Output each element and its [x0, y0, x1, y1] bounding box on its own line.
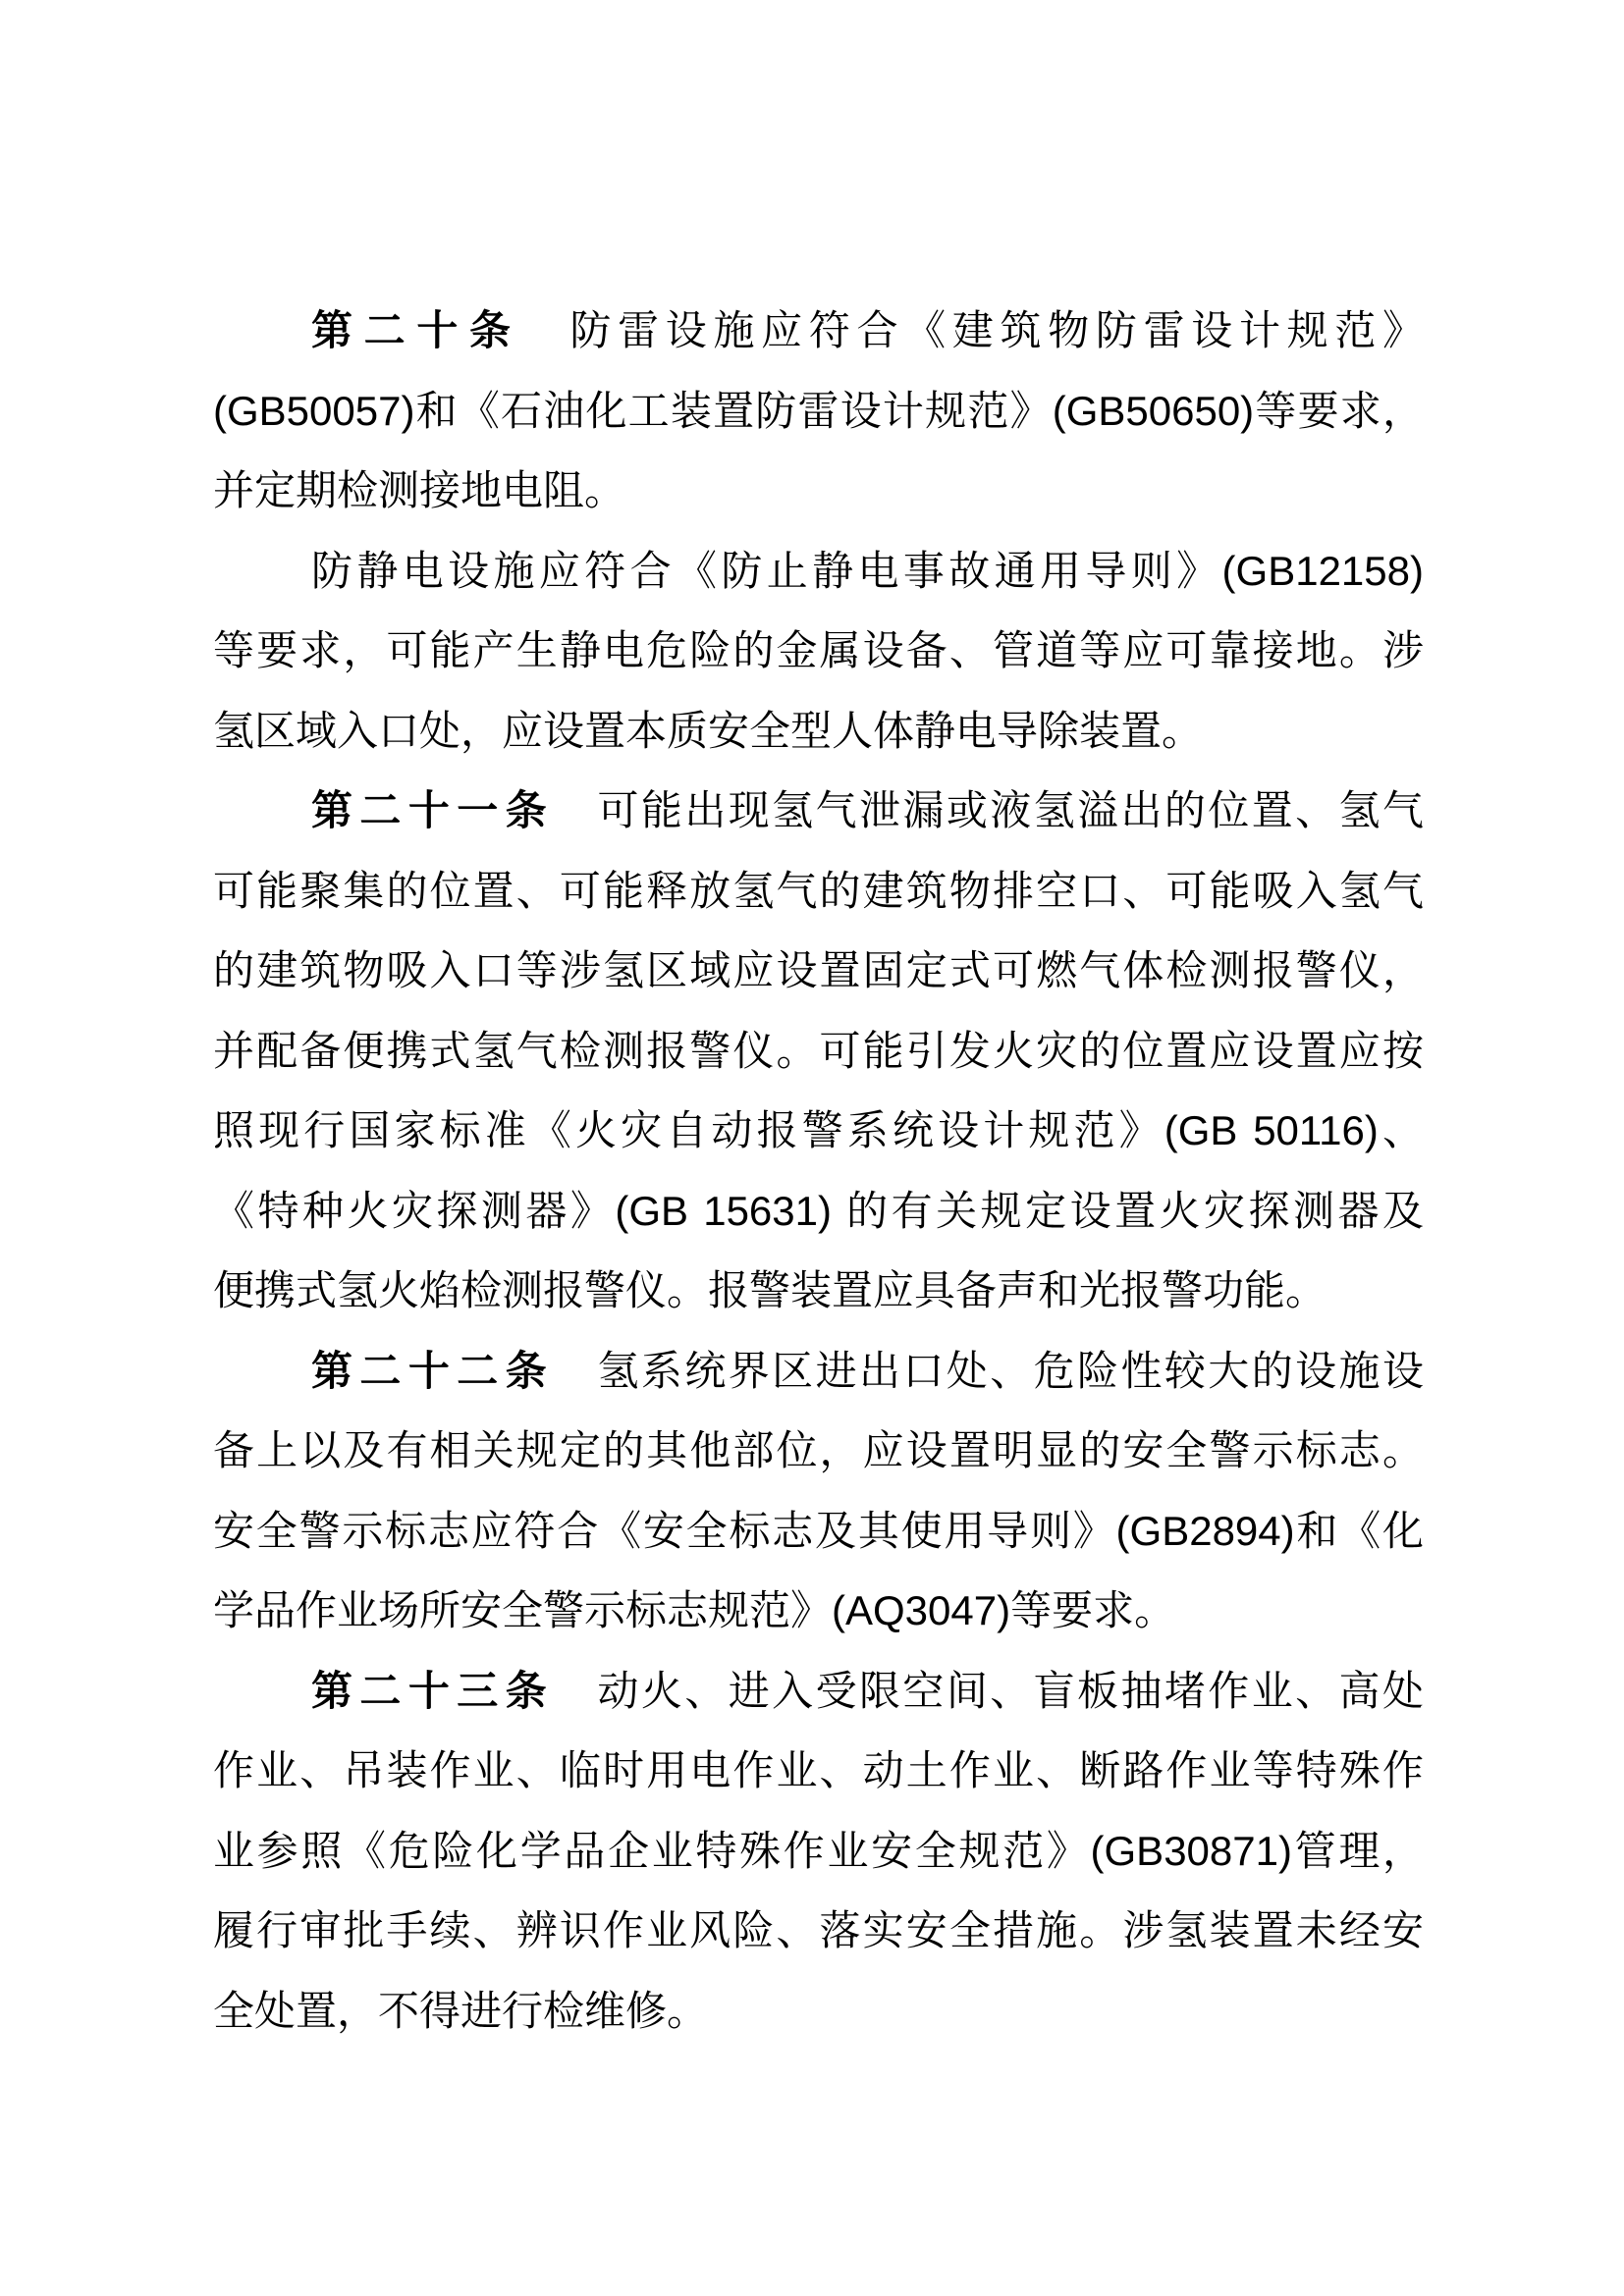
paragraph [213, 1651, 1424, 2052]
text-line [213, 1891, 1424, 1971]
line-text: 等要求，可能产生静电危险的金属设备、管道等应可靠接地。涉 [213, 627, 1424, 673]
text-line [213, 1411, 1424, 1491]
document-content [213, 291, 1424, 2051]
text-line [213, 1971, 1424, 2052]
line-text: 照现行国家标准《火灾自动报警系统设计规范》(GB 50116)、 [213, 1107, 1424, 1153]
line-text: 履行审批手续、辨识作业风险、落实安全措施。涉氢装置未经安 [213, 1907, 1424, 1953]
line-text: (GB50057)和《石油化工装置防雷设计规范》(GB50650)等要求， [213, 387, 1424, 434]
text-line [213, 931, 1424, 1011]
article-number: 第二十二条 [311, 1347, 555, 1394]
paragraph [213, 771, 1424, 1331]
line-text: 备上以及有相关规定的其他部位，应设置明显的安全警示标志。 [213, 1427, 1424, 1473]
line-text: 氢区域入口处，应设置本质安全型人体静电导除装置。 [213, 707, 1204, 754]
line-text: 防静电设施应符合《防止静电事故通用导则》(GB12158) [311, 547, 1424, 594]
line-text: 动火、进入受限空间、盲板抽堵作业、高处 [597, 1667, 1424, 1714]
paragraph [213, 291, 1424, 531]
text-line [213, 291, 1424, 371]
text-line [213, 1251, 1424, 1331]
text-line [213, 1011, 1424, 1092]
text-line [213, 1571, 1424, 1651]
text-line [213, 1731, 1424, 1811]
text-line [213, 1811, 1424, 1892]
line-text: 防雷设施应符合《建筑物防雷设计规范》 [569, 307, 1424, 353]
text-line [213, 451, 1424, 531]
text-line [213, 1491, 1424, 1572]
text-line [213, 531, 1424, 612]
article-number: 第二十条 [311, 307, 522, 353]
text-line [213, 611, 1424, 691]
text-line [213, 1171, 1424, 1252]
line-text: 便携式氢火焰检测报警仪。报警装置应具备声和光报警功能。 [213, 1267, 1327, 1313]
line-text: 全处置，不得进行检维修。 [213, 1987, 709, 2034]
article-number: 第二十三条 [311, 1667, 555, 1714]
line-text: 并定期检测接地电阻。 [213, 467, 626, 513]
line-text: 安全警示标志应符合《安全标志及其使用导则》(GB2894)和《化 [213, 1507, 1424, 1554]
line-text: 可能出现氢气泄漏或液氢溢出的位置、氢气 [597, 787, 1424, 833]
text-line [213, 1091, 1424, 1171]
line-text: 学品作业场所安全警示标志规范》(AQ3047)等要求。 [213, 1587, 1176, 1633]
article-number: 第二十一条 [311, 787, 555, 833]
paragraph [213, 531, 1424, 772]
line-text: 《特种火灾探测器》(GB 15631) 的有关规定设置火灾探测器及 [213, 1187, 1424, 1234]
text-line [213, 851, 1424, 932]
text-line [213, 1651, 1424, 1732]
paragraph [213, 1331, 1424, 1651]
text-line [213, 371, 1424, 452]
line-text: 的建筑物吸入口等涉氢区域应设置固定式可燃气体检测报警仪， [213, 947, 1424, 993]
line-text: 并配备便携式氢气检测报警仪。可能引发火灾的位置应设置应按 [213, 1027, 1424, 1074]
text-line [213, 1331, 1424, 1412]
text-line [213, 771, 1424, 851]
line-text: 可能聚集的位置、可能释放氢气的建筑物排空口、可能吸入氢气 [213, 867, 1424, 914]
text-line [213, 691, 1424, 772]
line-text: 作业、吊装作业、临时用电作业、动土作业、断路作业等特殊作 [213, 1747, 1424, 1793]
line-text: 氢系统界区进出口处、危险性较大的设施设 [597, 1347, 1424, 1394]
line-text: 业参照《危险化学品企业特殊作业安全规范》(GB30871)管理， [213, 1827, 1424, 1874]
